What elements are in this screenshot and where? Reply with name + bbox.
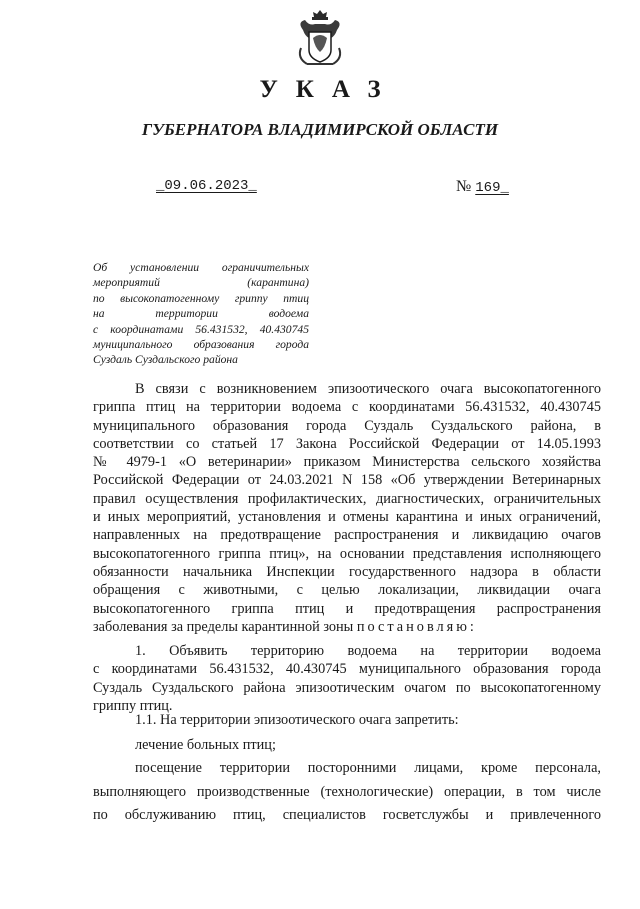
preamble-line: и иных мероприятий, установления и отмены карантина и иных ограничений, <box>93 509 601 526</box>
ban-visiting-line: выполняющего производственные (технологические) операции, в том числе <box>93 783 601 800</box>
ban-visiting-line: по обслуживанию птиц, специалистов госветслужбы и привлеченного <box>93 807 601 823</box>
decree-subject <box>93 260 309 368</box>
item-1-1 <box>93 711 601 729</box>
preamble-line: высокопатогенного гриппа птиц», на основании представления исполняющего <box>93 545 601 562</box>
preamble-line: В связи с возникновением эпизоотического очага высокопатогенного <box>135 381 601 397</box>
preamble-line: Российской Федерации от 24.03.2021 N 158 «Об утверждении Ветеринарных <box>93 472 601 489</box>
subject-line: Об установлении ограничительных <box>93 261 309 274</box>
ban-treatment-line: лечение больных птиц; <box>135 737 276 753</box>
subject-line: мероприятий (карантина) <box>93 276 309 290</box>
decree-number: № 169_ <box>456 178 509 196</box>
subject-line: по высокопатогенному гриппу птиц <box>93 291 309 305</box>
ban-visiting <box>93 757 601 828</box>
item-1-line: 1. Объявить территорию водоема на территории водоема <box>135 643 601 659</box>
item-1-line: Суздаль Суздальского района эпизоотическим очагом по высокопатогенному <box>93 679 601 696</box>
issuer-title: ГУБЕРНАТОРА ВЛАДИМИРСКОЙ ОБЛАСТИ <box>141 120 499 139</box>
subject-line: с координатами 56.431532, 40.430745 <box>93 322 309 336</box>
preamble-line: направленных на предотвращение распространения и ликвидацию очагов <box>93 527 601 544</box>
item-1-line: гриппу птиц. <box>93 697 173 714</box>
preamble-line: правил осуществления профилактических, диагностических, ограничительных <box>93 490 601 507</box>
item-1 <box>93 642 601 715</box>
subject-line: на территории водоема <box>93 307 309 321</box>
ban-treatment <box>93 736 601 754</box>
doc-type-title: УКАЗ <box>259 76 399 103</box>
preamble-line: гриппа птиц на территории водоема с координатами 56.431532, 40.430745 <box>93 399 601 416</box>
preamble-line: обращения с животными, с целью локализации, ликвидации очага <box>93 582 601 599</box>
preamble-paragraph <box>93 380 601 636</box>
preamble-line: № 4979-1 «О ветеринарии» приказом Министерства сельского хозяйства <box>93 454 601 471</box>
subject-line: муниципального образования города <box>93 338 309 352</box>
preamble-line: заболевания за пределы карантинной зоны постановляю: <box>93 618 477 635</box>
preamble-line: муниципального образования города Суздаль Суздальского района, в <box>93 417 601 434</box>
item-1-line: с координатами 56.431532, 40.430745 муниципального образования города <box>93 661 601 678</box>
preamble-line: высокопатогенного гриппа птиц и предотвращения распространения <box>93 600 601 617</box>
preamble-line: обязанности начальника Инспекции государственного надзора в области <box>93 563 601 580</box>
preamble-line: соответствии со статьей 17 Закона Российской Федерации от 14.05.1993 <box>93 435 601 452</box>
decree-date: _09.06.2023_ <box>156 178 257 194</box>
coat-of-arms-icon <box>295 8 345 68</box>
decree-word: постановляю: <box>356 618 477 635</box>
item-1-1-line: 1.1. На территории эпизоотического очага запретить: <box>135 712 459 728</box>
subject-line: Суздаль Суздальского района <box>93 353 238 367</box>
ban-visiting-line: посещение территории посторонними лицами, кроме персонала, <box>135 760 601 776</box>
